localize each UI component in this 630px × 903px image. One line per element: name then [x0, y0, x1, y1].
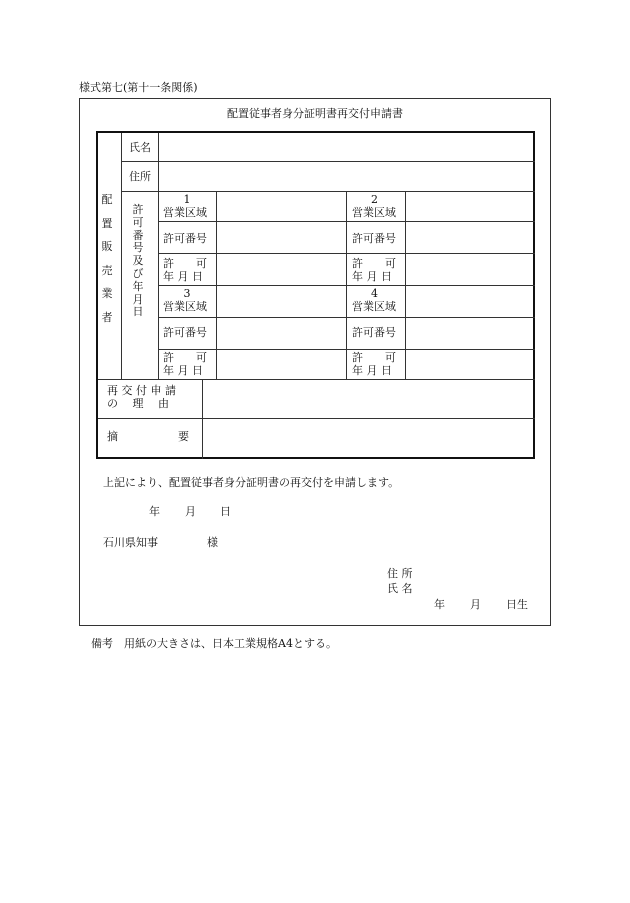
applicant-address-label: 住 所: [387, 567, 413, 580]
footnote: 備考 用紙の大きさは、日本工業規格A4とする。: [91, 637, 337, 650]
license-date-line-b: 年 月 日: [352, 364, 392, 377]
birth-year-label: 年: [434, 598, 445, 611]
license-column-label: 許可番号及び年月日: [132, 203, 144, 319]
statement: 上記により、配置従事者身分証明書の再交付を申請します。: [103, 476, 400, 489]
remarks-label: [107, 430, 189, 443]
business-area-label-4: 営業区域: [352, 300, 396, 313]
area-number-2: 2: [371, 193, 378, 206]
month-label: 月: [185, 505, 196, 518]
license-number-label-3: 許可番号: [163, 326, 207, 339]
area-number-1: 1: [183, 193, 191, 206]
license-number-label-4: 許可番号: [352, 326, 396, 339]
reason-line-b: の 理 由: [107, 397, 169, 410]
license-date-line-a: 許 可: [352, 257, 396, 270]
license-date-label-3: [163, 351, 209, 377]
governor: 石川県知事: [103, 536, 158, 549]
license-number-label-1: 許可番号: [163, 232, 207, 245]
license-number-label-2: 許可番号: [352, 232, 396, 245]
license-date-line-a: 許 可: [352, 351, 396, 364]
business-area-label-3: 営業区域: [163, 300, 207, 313]
license-date-label-2: [352, 257, 398, 283]
license-date-label-4: [352, 351, 398, 377]
license-date-line-a: 許 可: [163, 351, 207, 364]
area-number-3: 3: [183, 287, 191, 300]
applicant-name-label: 氏 名: [387, 582, 413, 595]
day-label: 日: [220, 505, 231, 518]
reason-line-a: 再 交 付 申 請: [107, 384, 176, 397]
remarks-char-a: 摘: [107, 430, 118, 443]
birth-month-label: 月: [470, 598, 481, 611]
form-number: 様式第七(第十一条関係): [79, 81, 198, 94]
license-date-line-b: 年 月 日: [352, 270, 392, 283]
area-number-4: 4: [371, 287, 378, 300]
remarks-char-b: 要: [178, 430, 189, 443]
license-date-line-b: 年 月 日: [163, 364, 203, 377]
license-date-line-a: 許 可: [163, 257, 207, 270]
reason-label: [107, 384, 176, 410]
business-area-label-2: 営業区域: [352, 206, 396, 219]
birth-day-label: 日生: [506, 598, 528, 611]
year-label: 年: [149, 505, 160, 518]
address-label: 住所: [129, 170, 151, 183]
governor-honorific: 様: [207, 536, 218, 549]
form-title: 配置従事者身分証明書再交付申請書: [227, 107, 403, 120]
name-label: 氏名: [129, 141, 151, 154]
placed-seller-label: 配置販売業者: [101, 193, 113, 324]
business-area-label-1: 営業区域: [163, 206, 207, 219]
license-date-label-1: [163, 257, 209, 283]
license-date-line-b: 年 月 日: [163, 270, 203, 283]
